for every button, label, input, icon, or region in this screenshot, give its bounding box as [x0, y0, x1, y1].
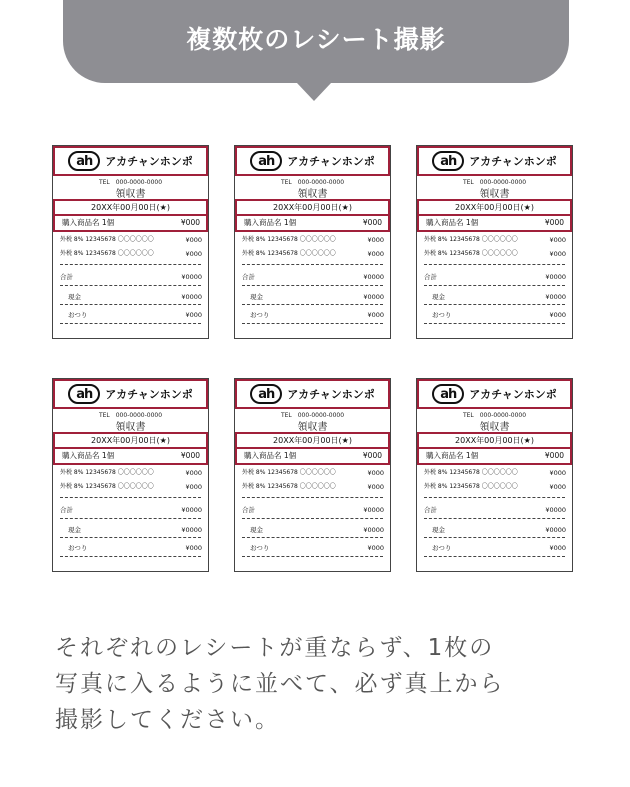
cash-row: [417, 291, 572, 303]
receipt-item-row: [53, 216, 208, 232]
total-row: [53, 271, 208, 283]
change-price: ¥000: [549, 544, 566, 552]
total-price: ¥0000: [363, 506, 384, 514]
receipt-title: 領収書: [479, 189, 510, 200]
shop-name: アカチャンホンポ: [287, 388, 375, 401]
shop-logo-icon: ah: [68, 151, 100, 171]
receipt-date: 20XX年00月00日(★): [417, 199, 572, 216]
receipt-tel: TEL 000-0000-0000: [280, 179, 345, 186]
cash-price: ¥0000: [545, 526, 566, 534]
cash-label: 現金: [250, 526, 263, 534]
caption-line: 撮影してください。: [55, 707, 280, 733]
item-price: ¥000: [544, 451, 564, 460]
shop-logo-icon: ah: [250, 384, 282, 404]
tax-price: ¥000: [367, 469, 384, 477]
caption-line: それぞれのレシートが重ならず、1枚の: [55, 635, 495, 661]
total-price: ¥0000: [545, 506, 566, 514]
divider: [60, 304, 201, 305]
item-label: 購入商品名 1個: [426, 451, 479, 460]
tax-price: ¥000: [185, 469, 202, 477]
change-row: [53, 542, 208, 554]
tax-row: [417, 467, 572, 479]
tax-row: [53, 481, 208, 493]
divider: [60, 285, 201, 286]
total-label: 合計: [424, 506, 437, 514]
change-label: おつり: [250, 311, 270, 319]
cash-label: 現金: [68, 293, 81, 301]
tax-price: ¥000: [549, 250, 566, 258]
divider: [424, 304, 565, 305]
total-price: ¥0000: [181, 273, 202, 281]
cash-label: 現金: [250, 293, 263, 301]
item-price: ¥000: [180, 451, 200, 460]
tax-price: ¥000: [185, 483, 202, 491]
item-label: 購入商品名 1個: [244, 218, 297, 227]
tax-label: 外税 8% 12345678 〇〇〇〇〇〇: [242, 250, 336, 257]
receipt-date: 20XX年00月00日(★): [53, 199, 208, 216]
total-row: [235, 271, 390, 283]
change-label: おつり: [432, 311, 452, 319]
divider: [424, 518, 565, 519]
change-row: [53, 309, 208, 321]
change-price: ¥000: [185, 544, 202, 552]
cash-price: ¥0000: [363, 293, 384, 301]
divider: [242, 285, 383, 286]
receipt-sample: [416, 145, 573, 339]
receipt-tel: TEL 000-0000-0000: [98, 412, 163, 419]
receipt-title: 領収書: [297, 189, 328, 200]
receipt-item-row: [417, 216, 572, 232]
cash-price: ¥0000: [181, 293, 202, 301]
item-label: 購入商品名 1個: [244, 451, 297, 460]
change-price: ¥000: [185, 311, 202, 319]
divider: [242, 537, 383, 538]
cash-row: [417, 524, 572, 536]
change-label: おつり: [68, 544, 88, 552]
divider: [424, 497, 565, 498]
receipt-date: 20XX年00月00日(★): [235, 199, 390, 216]
change-row: [235, 542, 390, 554]
change-price: ¥000: [367, 544, 384, 552]
tax-price: ¥000: [549, 483, 566, 491]
divider: [60, 323, 201, 324]
shop-name: アカチャンホンポ: [287, 155, 375, 168]
receipt-header: [235, 379, 390, 409]
tax-row: [417, 481, 572, 493]
tax-price: ¥000: [185, 250, 202, 258]
total-label: 合計: [242, 506, 255, 514]
tax-label: 外税 8% 12345678 〇〇〇〇〇〇: [242, 469, 336, 476]
receipt-title: 領収書: [115, 189, 146, 200]
tax-row: [53, 467, 208, 479]
tax-label: 外税 8% 12345678 〇〇〇〇〇〇: [424, 483, 518, 490]
item-price: ¥000: [180, 218, 200, 227]
cash-row: [53, 291, 208, 303]
tax-row: [53, 234, 208, 246]
receipt-item-row: [235, 216, 390, 232]
shop-name: アカチャンホンポ: [105, 388, 193, 401]
cash-label: 現金: [432, 526, 445, 534]
total-row: [417, 271, 572, 283]
tax-label: 外税 8% 12345678 〇〇〇〇〇〇: [60, 250, 154, 257]
cash-price: ¥0000: [363, 526, 384, 534]
cash-label: 現金: [432, 293, 445, 301]
tax-label: 外税 8% 12345678 〇〇〇〇〇〇: [424, 469, 518, 476]
item-label: 購入商品名 1個: [62, 218, 115, 227]
item-price: ¥000: [362, 451, 382, 460]
receipt-title: 領収書: [297, 422, 328, 433]
tax-label: 外税 8% 12345678 〇〇〇〇〇〇: [424, 236, 518, 243]
receipt-title: 領収書: [115, 422, 146, 433]
tax-label: 外税 8% 12345678 〇〇〇〇〇〇: [60, 469, 154, 476]
change-price: ¥000: [549, 311, 566, 319]
shop-logo-icon: ah: [432, 384, 464, 404]
page-title: 複数枚のレシート撮影: [186, 25, 446, 54]
change-label: おつり: [432, 544, 452, 552]
receipt-sample: [416, 378, 573, 572]
divider: [242, 304, 383, 305]
receipt-title: 領収書: [479, 422, 510, 433]
total-label: 合計: [60, 506, 73, 514]
tax-price: ¥000: [367, 250, 384, 258]
receipt-date: 20XX年00月00日(★): [53, 432, 208, 449]
tax-row: [417, 248, 572, 260]
receipt-sample: [234, 378, 391, 572]
receipt-date: 20XX年00月00日(★): [235, 432, 390, 449]
total-row: [53, 504, 208, 516]
divider: [424, 264, 565, 265]
item-price: ¥000: [362, 218, 382, 227]
total-label: 合計: [424, 273, 437, 281]
divider: [242, 518, 383, 519]
receipt-header: [53, 379, 208, 409]
divider: [424, 537, 565, 538]
divider: [60, 497, 201, 498]
divider: [242, 497, 383, 498]
divider: [60, 537, 201, 538]
shop-logo-icon: ah: [68, 384, 100, 404]
change-row: [417, 309, 572, 321]
shop-logo-icon: ah: [250, 151, 282, 171]
cash-row: [235, 524, 390, 536]
divider: [424, 285, 565, 286]
receipt-sample: [234, 145, 391, 339]
tax-label: 外税 8% 12345678 〇〇〇〇〇〇: [60, 236, 154, 243]
receipt-tel: TEL 000-0000-0000: [280, 412, 345, 419]
receipt-header: [53, 146, 208, 176]
receipt-header: [417, 146, 572, 176]
item-label: 購入商品名 1個: [62, 451, 115, 460]
tax-label: 外税 8% 12345678 〇〇〇〇〇〇: [424, 250, 518, 257]
tax-row: [53, 248, 208, 260]
divider: [60, 518, 201, 519]
receipt-tel: TEL 000-0000-0000: [462, 179, 527, 186]
receipt-header: [417, 379, 572, 409]
receipt-item-row: [417, 449, 572, 465]
shop-logo-icon: ah: [432, 151, 464, 171]
shop-name: アカチャンホンポ: [469, 155, 557, 168]
tax-price: ¥000: [549, 236, 566, 244]
total-row: [417, 504, 572, 516]
tax-price: ¥000: [367, 236, 384, 244]
divider: [60, 556, 201, 557]
change-price: ¥000: [367, 311, 384, 319]
total-row: [235, 504, 390, 516]
tax-label: 外税 8% 12345678 〇〇〇〇〇〇: [242, 236, 336, 243]
cash-row: [235, 291, 390, 303]
tax-label: 外税 8% 12345678 〇〇〇〇〇〇: [60, 483, 154, 490]
tax-row: [235, 234, 390, 246]
change-row: [417, 542, 572, 554]
total-price: ¥0000: [181, 506, 202, 514]
item-price: ¥000: [544, 218, 564, 227]
shop-name: アカチャンホンポ: [105, 155, 193, 168]
total-label: 合計: [60, 273, 73, 281]
tax-row: [235, 467, 390, 479]
change-label: おつり: [68, 311, 88, 319]
tax-price: ¥000: [185, 236, 202, 244]
receipt-sample: [52, 145, 209, 339]
change-label: おつり: [250, 544, 270, 552]
tax-price: ¥000: [549, 469, 566, 477]
receipt-item-row: [53, 449, 208, 465]
tax-row: [417, 234, 572, 246]
tax-row: [235, 481, 390, 493]
receipt-tel: TEL 000-0000-0000: [462, 412, 527, 419]
divider: [242, 323, 383, 324]
item-label: 購入商品名 1個: [426, 218, 479, 227]
cash-price: ¥0000: [545, 293, 566, 301]
shop-name: アカチャンホンポ: [469, 388, 557, 401]
receipt-sample: [52, 378, 209, 572]
cash-price: ¥0000: [181, 526, 202, 534]
receipt-tel: TEL 000-0000-0000: [98, 179, 163, 186]
tax-row: [235, 248, 390, 260]
total-label: 合計: [242, 273, 255, 281]
divider: [424, 556, 565, 557]
receipt-item-row: [235, 449, 390, 465]
caption-line: 写真に入るように並べて、必ず真上から: [55, 671, 505, 697]
cash-row: [53, 524, 208, 536]
tax-label: 外税 8% 12345678 〇〇〇〇〇〇: [242, 483, 336, 490]
instruction-caption: [55, 630, 595, 738]
receipt-date: 20XX年00月00日(★): [417, 432, 572, 449]
cash-label: 現金: [68, 526, 81, 534]
divider: [242, 556, 383, 557]
tax-price: ¥000: [367, 483, 384, 491]
divider: [60, 264, 201, 265]
total-price: ¥0000: [363, 273, 384, 281]
change-row: [235, 309, 390, 321]
divider: [424, 323, 565, 324]
total-price: ¥0000: [545, 273, 566, 281]
divider: [242, 264, 383, 265]
receipt-header: [235, 146, 390, 176]
